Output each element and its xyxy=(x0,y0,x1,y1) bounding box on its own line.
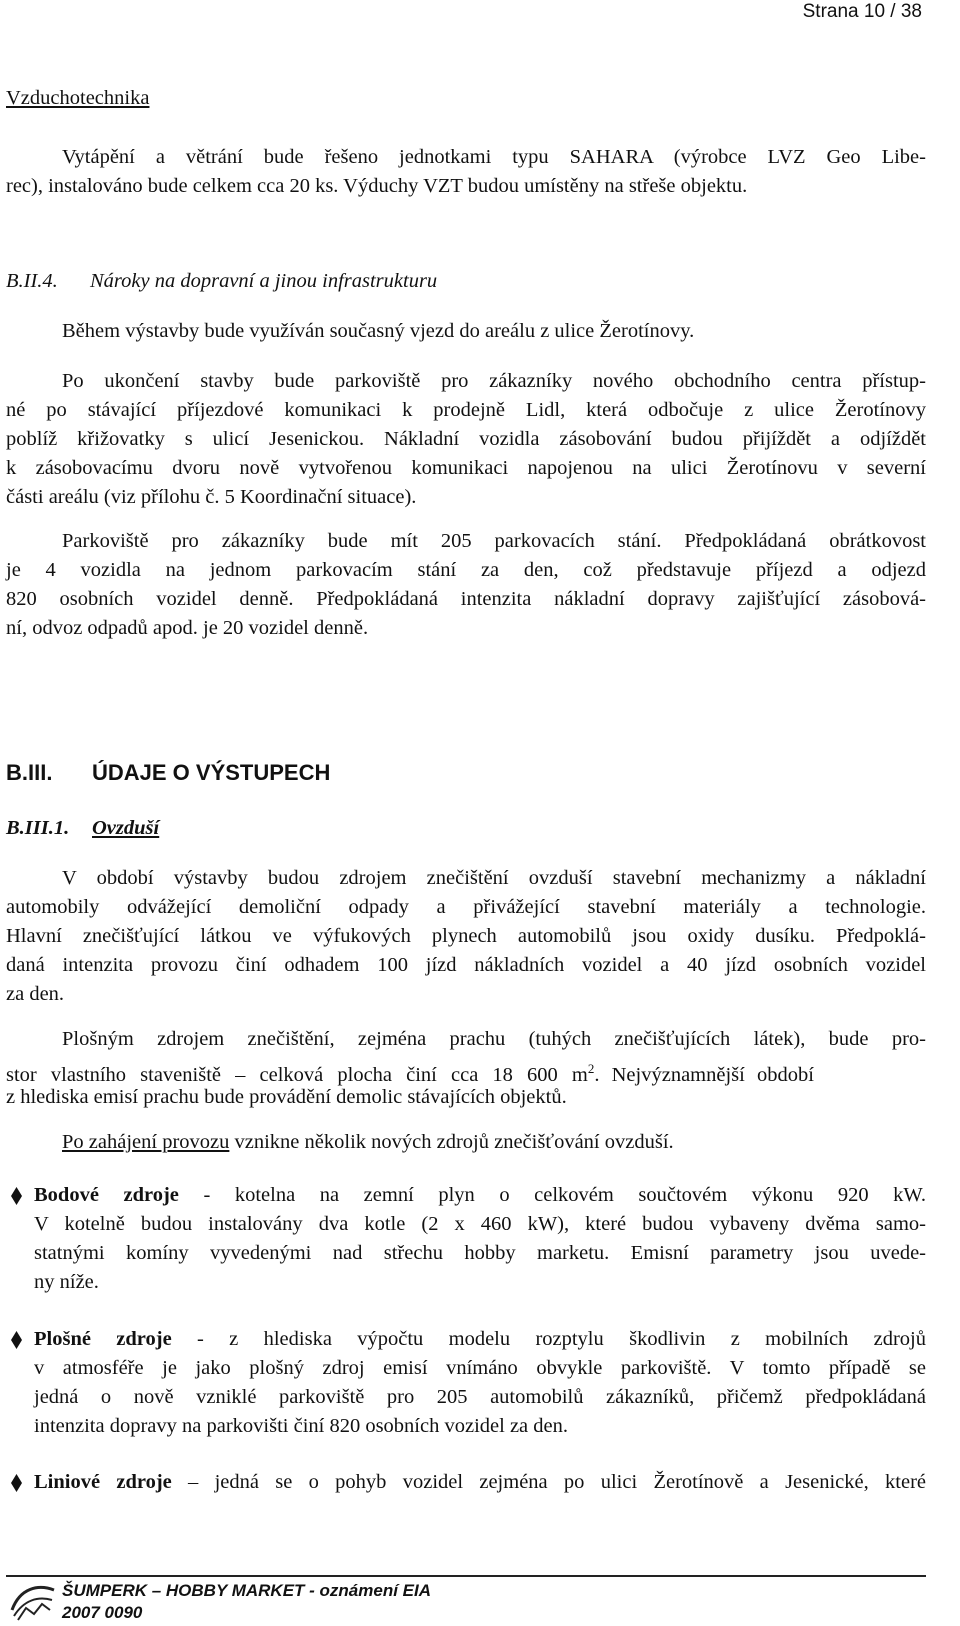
paragraph-text: . Nejvýznamnější období xyxy=(594,1063,814,1086)
paragraph-line: z hlediska emisí prachu bude provádění demolic stávajících objektů. xyxy=(6,1086,567,1108)
bullet-text: – jedná se o pohyb vozidel zejména po ulici Žerotínově a Jesenické, které xyxy=(171,1471,926,1493)
paragraph-line: části areálu (viz přílohu č. 5 Koordinační situace). xyxy=(6,486,417,508)
bullet-term: Bodové zdroje xyxy=(34,1184,179,1206)
paragraph-line: poblíž křižovatky s ulicí Jesenickou. Nákladní vozidla zásobování budou přijíždět a odjíždět xyxy=(6,428,926,450)
superscript: 2 xyxy=(587,1061,595,1076)
bullet-item-line: statnými komíny vyvedenými nad střechu hobby marketu. Emisní parametry jsou uvede- xyxy=(34,1242,926,1264)
paragraph-line: Po ukončení stavby bude parkoviště pro zákazníky nového obchodního centra přístup- xyxy=(62,370,926,392)
section-title-bii4: Nároky na dopravní a jinou infrastrukturu xyxy=(90,270,438,292)
paragraph-line: V období výstavby budou zdrojem znečištění ovzduší stavební mechanizmy a nákladní xyxy=(62,867,926,889)
paragraph-line: k zásobovacímu dvoru nově vytvořenou komunikaci napojenou na ulici Žerotínovu v severní xyxy=(6,457,926,479)
bullet-diamond-icon xyxy=(9,1473,24,1493)
section-number-biii1: B.III.1. xyxy=(6,817,70,839)
bullet-item-line: intenzita dopravy na parkovišti činí 820 osobních vozidel za den. xyxy=(34,1415,568,1437)
bullet-diamond-icon xyxy=(9,1186,24,1206)
paragraph-line: Vytápění a větrání bude řešeno jednotkami typu SAHARA (výrobce LVZ Geo Libe- xyxy=(62,146,926,168)
company-logo-icon xyxy=(8,1580,58,1624)
bullet-text: - kotelna na zemní plyn o celkovém součtovém výkonu 920 kW. xyxy=(178,1184,927,1206)
bullet-item-line xyxy=(34,1181,926,1210)
bullet-item-line: jedná o nově vzniklé parkoviště pro 205 automobilů zákazníků, přičemž předpokládaná xyxy=(34,1386,926,1408)
bullet-term: Plošné zdroje xyxy=(34,1328,172,1350)
footer-divider xyxy=(6,1575,926,1577)
paragraph-line: rec), instalováno bude celkem cca 20 ks. Výduchy VZT budou umístěny na střeše objektu. xyxy=(6,175,748,197)
bullet-term: Liniové zdroje xyxy=(34,1471,172,1493)
bullet-item-line: v atmosféře je jako plošný zdroj emisí vnímáno obvykle parkoviště. V tomto případě se xyxy=(34,1357,926,1379)
page-number: Strana 10 / 38 xyxy=(802,1,922,22)
paragraph-line: Hlavní znečišťující látkou ve výfukových plynech automobilů jsou oxidy dusíku. Předpoklá- xyxy=(6,925,926,947)
paragraph-line xyxy=(62,1128,960,1157)
paragraph-line: 820 osobních vozidel denně. Předpokládaná intenzita nákladní dopravy zajišťující zásobová- xyxy=(6,588,926,610)
bullet-item-line xyxy=(34,1325,926,1354)
section-title-biii: ÚDAJE O VÝSTUPECH xyxy=(92,760,331,785)
bullet-diamond-icon xyxy=(9,1330,24,1350)
paragraph-line: automobily odvážející demoliční odpady a přivážející stavební materiály a technologie. xyxy=(6,896,926,918)
paragraph-line: Během výstavby bude využíván současný vjezd do areálu z ulice Žerotínovy. xyxy=(62,320,695,342)
bullet-text: - z hlediska výpočtu modelu rozptylu škodlivin z mobilních zdrojů xyxy=(171,1328,926,1350)
footer-title: ŠUMPERK – HOBBY MARKET - oznámení EIA xyxy=(62,1581,432,1600)
underlined-text: Po zahájení provozu xyxy=(62,1131,230,1153)
paragraph-line: Plošným zdrojem znečištění, zejména prachu (tuhých znečišťujících látek), bude pro- xyxy=(62,1028,926,1050)
paragraph-line: je 4 vozidla na jednom parkovacím stání za den, což představuje příjezd a odjezd xyxy=(6,559,926,581)
paragraph-text: vznikne několik nových zdrojů znečišťování ovzduší. xyxy=(229,1131,674,1153)
bullet-item-line: ny níže. xyxy=(34,1271,99,1293)
paragraph-line: Parkoviště pro zákazníky bude mít 205 parkovacích stání. Předpokládaná obrátkovost xyxy=(62,530,926,552)
section-title-vzduchotechnika: Vzduchotechnika xyxy=(6,87,150,109)
paragraph-line: daná intenzita provozu činí odhadem 100 jízd nákladních vozidel a 40 jízd osobních vozidel xyxy=(6,954,926,976)
paragraph-line: né po stávající příjezdové komunikaci k prodejně Lidl, která odbočuje z ulice Žerotínovy xyxy=(6,399,926,421)
paragraph-text: stor vlastního staveniště – celková plocha činí cca 18 600 m xyxy=(6,1063,588,1086)
bullet-item-line xyxy=(34,1468,926,1497)
section-title-biii1: Ovzduší xyxy=(92,817,160,839)
paragraph-line: za den. xyxy=(6,983,65,1005)
section-number-biii: B.III. xyxy=(6,760,53,785)
footer-code: 2007 0090 xyxy=(62,1603,143,1622)
section-number-bii4: B.II.4. xyxy=(6,270,58,292)
paragraph-line: ní, odvoz odpadů apod. je 20 vozidel denně. xyxy=(6,617,369,639)
bullet-item-line: V kotelně budou instalovány dva kotle (2 x 460 kW), které budou vybaveny dvěma samo- xyxy=(34,1213,926,1235)
